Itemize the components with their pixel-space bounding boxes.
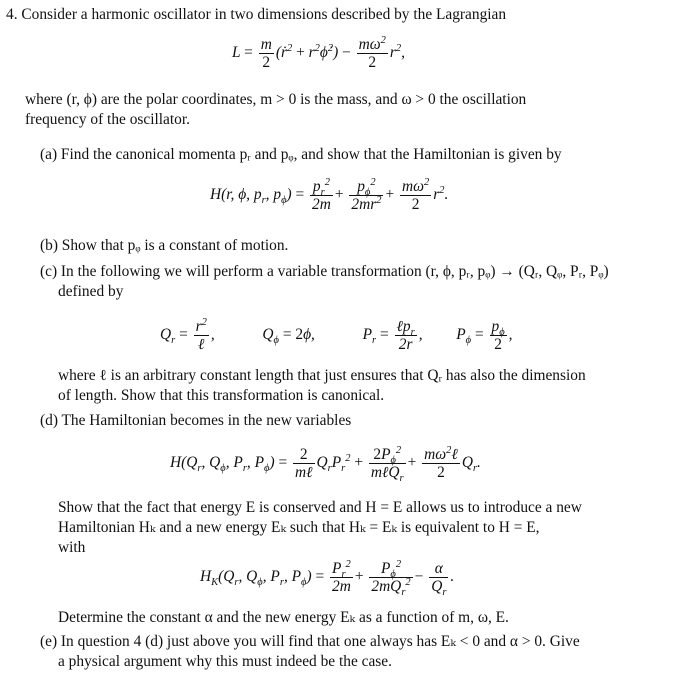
part-c-line-1: (c) In the following we will perform a variable transformation (r, ϕ, pᵣ, pᵩ) → (Qᵣ, Qᵩ, Pᵣ, Pᵩ)	[40, 263, 609, 280]
hk-equation: $H_K(Q_r$, $Q_\phi$, $P_r$, $P_\phi$) = $\frac{P_r^2}{2m}$ + $P_\phi^2$ $2mQ_r^2$ − $\frac{\alpha}{Q_r}$ .	[200, 558, 455, 599]
part-d-final: Determine the constant α and the new energy Eₖ as a function of m, ω, E.	[58, 609, 509, 626]
part-c-after-1: where ℓ is an arbitrary constant length that just ensures that Qᵣ has also the dimension	[58, 367, 586, 384]
transformation-equations: $Q_r$ = $r^2$ ℓ , $Q_\phi = 2\phi$, $P_r$ = ℓp$_r$ 2r , $P_\phi$ = $\frac{p_\phi}{2}$ ,	[160, 316, 513, 353]
problem-header: 4. Consider a harmonic oscillator in two dimensions described by the Lagrangian	[6, 6, 507, 23]
intro-line-1: where (r, ϕ) are the polar coordinates, m > 0 is the mass, and ω > 0 the oscillation	[25, 91, 527, 108]
intro-line-2: frequency of the oscillator.	[25, 111, 190, 128]
part-a-text: (a) Find the canonical momenta pᵣ and pᵩ, and show that the Hamiltonian is given by	[40, 146, 562, 163]
part-e-line-2: a physical argument why this must indeed be the case.	[58, 653, 392, 670]
part-e-line-1: (e) In question 4 (d) just above you will find that one always has Eₖ < 0 and α > 0. Give	[40, 633, 580, 650]
part-d-text: (d) The Hamiltonian becomes in the new variables	[40, 412, 352, 429]
hamiltonian-equation: H(r, ϕ, $p_r$, $p_\phi$) = $\frac{p_r^2}{2m}$ + $\frac{p_\phi^2}{2mr^2}$ + $\frac{m\omega^2}{2}$ $r^2$.	[210, 176, 449, 213]
part-d-after-3: with	[58, 539, 86, 556]
part-c-after-2: of length. Show that this transformation is canonical.	[58, 387, 385, 404]
lagrangian-equation: L = $\frac{m}{2}$ (ṙ$^2$ + $r^2\phi̇^2$) − $\frac{m\omega^2}{2}$ $r^2$,	[232, 34, 405, 71]
new-hamiltonian-equation: $H(Q_r$, $Q_\phi$, $P_r$, $P_\phi$) = 2 mℓ $Q_rP_r^2$ + $2P_\phi^2$ mℓQ$_r$ + $m\omega^2\ell$ 2 $Q_r$.	[170, 444, 481, 485]
part-d-after-1: Show that the fact that energy E is conserved and H = E allows us to introduce a new	[58, 499, 582, 516]
part-c-line-2: defined by	[58, 283, 124, 300]
part-b-text: (b) Show that pᵩ is a constant of motion.	[40, 237, 289, 254]
part-d-after-2: Hamiltonian Hₖ and a new energy Eₖ such that Hₖ = Eₖ is equivalent to H = E,	[58, 519, 540, 536]
